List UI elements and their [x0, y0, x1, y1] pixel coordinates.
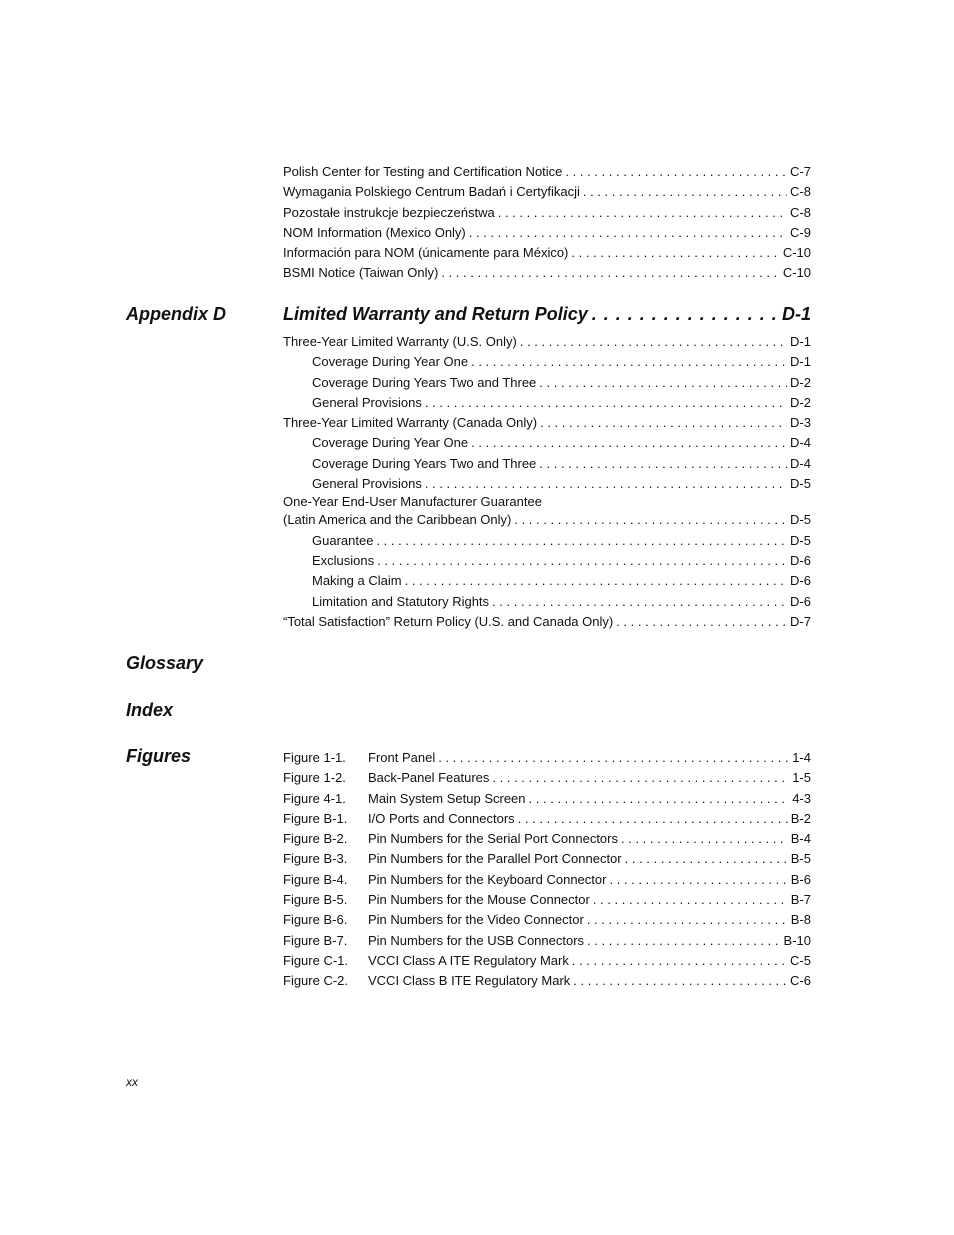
appendix-d-title: Limited Warranty and Return Policy: [283, 304, 588, 324]
toc-subentry[interactable]: Exclusions . . . D-6: [283, 551, 811, 571]
index-heading[interactable]: Index: [126, 700, 174, 720]
figure-entry[interactable]: Figure B-7. Pin Numbers for the USB Connectors . . . B-10: [283, 931, 811, 951]
figure-entry[interactable]: Figure 1-2. Back-Panel Features . . . 1-5: [283, 768, 811, 788]
toc-subentry[interactable]: Limitation and Statutory Rights . . . D-6: [283, 592, 811, 612]
toc-subentry[interactable]: Making a Claim . . . D-6: [283, 571, 811, 591]
toc-entry[interactable]: Información para NOM (únicamente para México) . . . C-10: [283, 243, 811, 263]
toc-entry-line1[interactable]: One-Year End-User Manufacturer Guarantee: [283, 494, 542, 510]
toc-entry[interactable]: Three-Year Limited Warranty (U.S. Only) . . . D-1: [283, 332, 811, 352]
appendix-d-entries: [283, 332, 811, 632]
toc-subentry[interactable]: Guarantee . . . D-5: [283, 531, 811, 551]
appendix-c-entries: [283, 162, 811, 284]
figure-entry[interactable]: Figure B-2. Pin Numbers for the Serial Port Connectors . . . B-4: [283, 829, 811, 849]
figure-entry[interactable]: Figure C-1. VCCI Class A ITE Regulatory Mark . . . C-5: [283, 951, 811, 971]
toc-subentry[interactable]: Coverage During Years Two and Three . . . D-2: [283, 373, 811, 393]
appendix-d-title-entry[interactable]: [283, 304, 811, 325]
figure-entry[interactable]: Figure B-4. Pin Numbers for the Keyboard Connector . . . B-6: [283, 870, 811, 890]
figure-entry[interactable]: Figure 1-1. Front Panel . . . 1-4: [283, 748, 811, 768]
toc-subentry[interactable]: Coverage During Year One . . . D-1: [283, 352, 811, 372]
toc-entry-line2[interactable]: (Latin America and the Caribbean Only) . . . D-5: [283, 510, 811, 530]
figure-entry[interactable]: Figure C-2. VCCI Class B ITE Regulatory Mark . . . C-6: [283, 971, 811, 991]
figure-entry[interactable]: Figure B-5. Pin Numbers for the Mouse Connector . . . B-7: [283, 890, 811, 910]
toc-entry[interactable]: Pozostałe instrukcje bezpieczeństwa . . . C-8: [283, 203, 811, 223]
figure-entry[interactable]: Figure B-6. Pin Numbers for the Video Connector . . . B-8: [283, 910, 811, 930]
toc-entry[interactable]: NOM Information (Mexico Only) . . . C-9: [283, 223, 811, 243]
toc-subentry[interactable]: Coverage During Years Two and Three . . . D-4: [283, 454, 811, 474]
figures-heading: Figures: [126, 746, 192, 766]
figure-entry[interactable]: Figure B-1. I/O Ports and Connectors . . . B-2: [283, 809, 811, 829]
toc-entry[interactable]: Wymagania Polskiego Centrum Badań i Certyfikacji . . . C-8: [283, 182, 811, 202]
glossary-heading[interactable]: Glossary: [126, 653, 204, 673]
toc-subentry[interactable]: General Provisions . . . D-2: [283, 393, 811, 413]
figure-entry[interactable]: Figure 4-1. Main System Setup Screen . . . 4-3: [283, 789, 811, 809]
page-folio: xx: [126, 1075, 138, 1089]
toc-entry[interactable]: “Total Satisfaction” Return Policy (U.S. and Canada Only) . . . D-7: [283, 612, 811, 632]
figure-entry[interactable]: Figure B-3. Pin Numbers for the Parallel Port Connector . . . B-5: [283, 849, 811, 869]
toc-entry[interactable]: Three-Year Limited Warranty (Canada Only) . . . D-3: [283, 413, 811, 433]
appendix-d-page: D-1: [781, 304, 811, 324]
toc-entry[interactable]: BSMI Notice (Taiwan Only) . . . C-10: [283, 263, 811, 283]
toc-entry[interactable]: Polish Center for Testing and Certification Notice . . . C-7: [283, 162, 811, 182]
toc-subentry[interactable]: Coverage During Year One . . . D-4: [283, 433, 811, 453]
figures-list: [283, 748, 811, 992]
appendix-d-tag: Appendix D: [126, 304, 227, 324]
toc-subentry[interactable]: General Provisions . . . D-5: [283, 474, 811, 494]
